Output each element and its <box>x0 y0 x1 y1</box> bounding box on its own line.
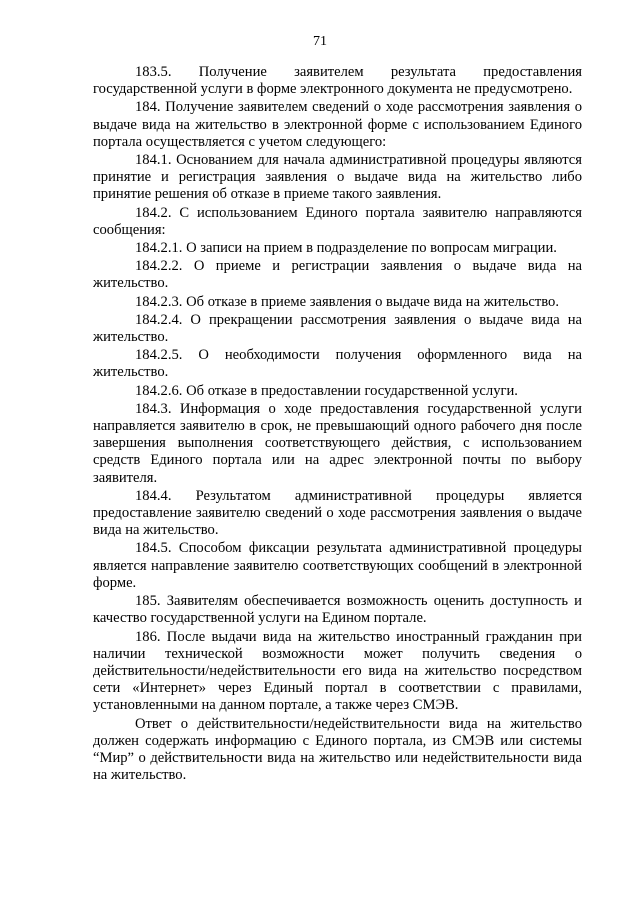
paragraph-184-2-5: 184.2.5. О необходимости получения оформленного вида на жительство. <box>93 347 582 381</box>
paragraph-184-2-4: 184.2.4. О прекращении рассмотрения заявления о выдаче вида на жительство. <box>93 311 582 346</box>
document-body <box>93 64 582 784</box>
paragraph-186-answer: Ответ о действительности/недействительности вида на жительство должен содержать информацию с Единого портала, из СМЭВ или системы “Мир” о действительности вида на жительство или недействительности вида на жительство. <box>93 715 582 784</box>
paragraph-184-2: 184.2. С использованием Единого портала заявителю направляются сообщения: <box>93 204 582 238</box>
paragraph-184-3: 184.3. Информация о ходе предоставления государственной услуги направляется заявителю в срок, не превышающий одного рабочего дня после завершения выполнения соответствующего действия, с использованием средств Единого портала или на адрес электронной почты по выбору заявителя. <box>93 400 582 486</box>
paragraph-185: 185. Заявителям обеспечивается возможность оценить доступность и качество государственной услуги на Едином портале. <box>93 593 582 627</box>
paragraph-184-2-6: 184.2.6. Об отказе в предоставлении государственной услуги. <box>135 382 518 399</box>
paragraph-184-5: 184.5. Способом фиксации результата административной процедуры является направление заявителю соответствующих сообщений в электронной форме. <box>93 540 582 591</box>
paragraph-184-4: 184.4. Результатом административной процедуры является предоставление заявителю сведений о ходе рассмотрения заявления о выдаче вида на жительство. <box>93 487 582 539</box>
paragraph-184: 184. Получение заявителем сведений о ходе рассмотрения заявления о выдаче вида на жительство в электронной форме с использованием Единого портала осуществляется с учетом следующего: <box>93 99 582 150</box>
page-number: 71 <box>313 34 327 49</box>
paragraph-186: 186. После выдачи вида на жительство иностранный гражданин при наличии технической возможности может получить сведения о действительности/недействительности его вида на жительство посредством сети «Интернет» через Единый портал в соответствии с правилами, установленными на данном портале, а также через СМЭВ. <box>93 628 582 714</box>
paragraph-184-2-3: 184.2.3. Об отказе в приеме заявления о выдаче вида на жительство. <box>135 293 559 310</box>
paragraph-184-2-1: 184.2.1. О записи на прием в подразделение по вопросам миграции. <box>135 240 557 257</box>
paragraph-184-1: 184.1. Основанием для начала административной процедуры являются принятие и регистрация заявления о выдаче вида на жительство либо принятие решения об отказе в приеме такого заявления. <box>93 152 582 203</box>
paragraph-183-5: 183.5. Получение заявителем результата предоставления государственной услуги в форме электронного документа не предусмотрено. <box>93 64 582 98</box>
paragraph-184-2-2: 184.2.2. О приеме и регистрации заявления о выдаче вида на жительство. <box>93 258 582 292</box>
